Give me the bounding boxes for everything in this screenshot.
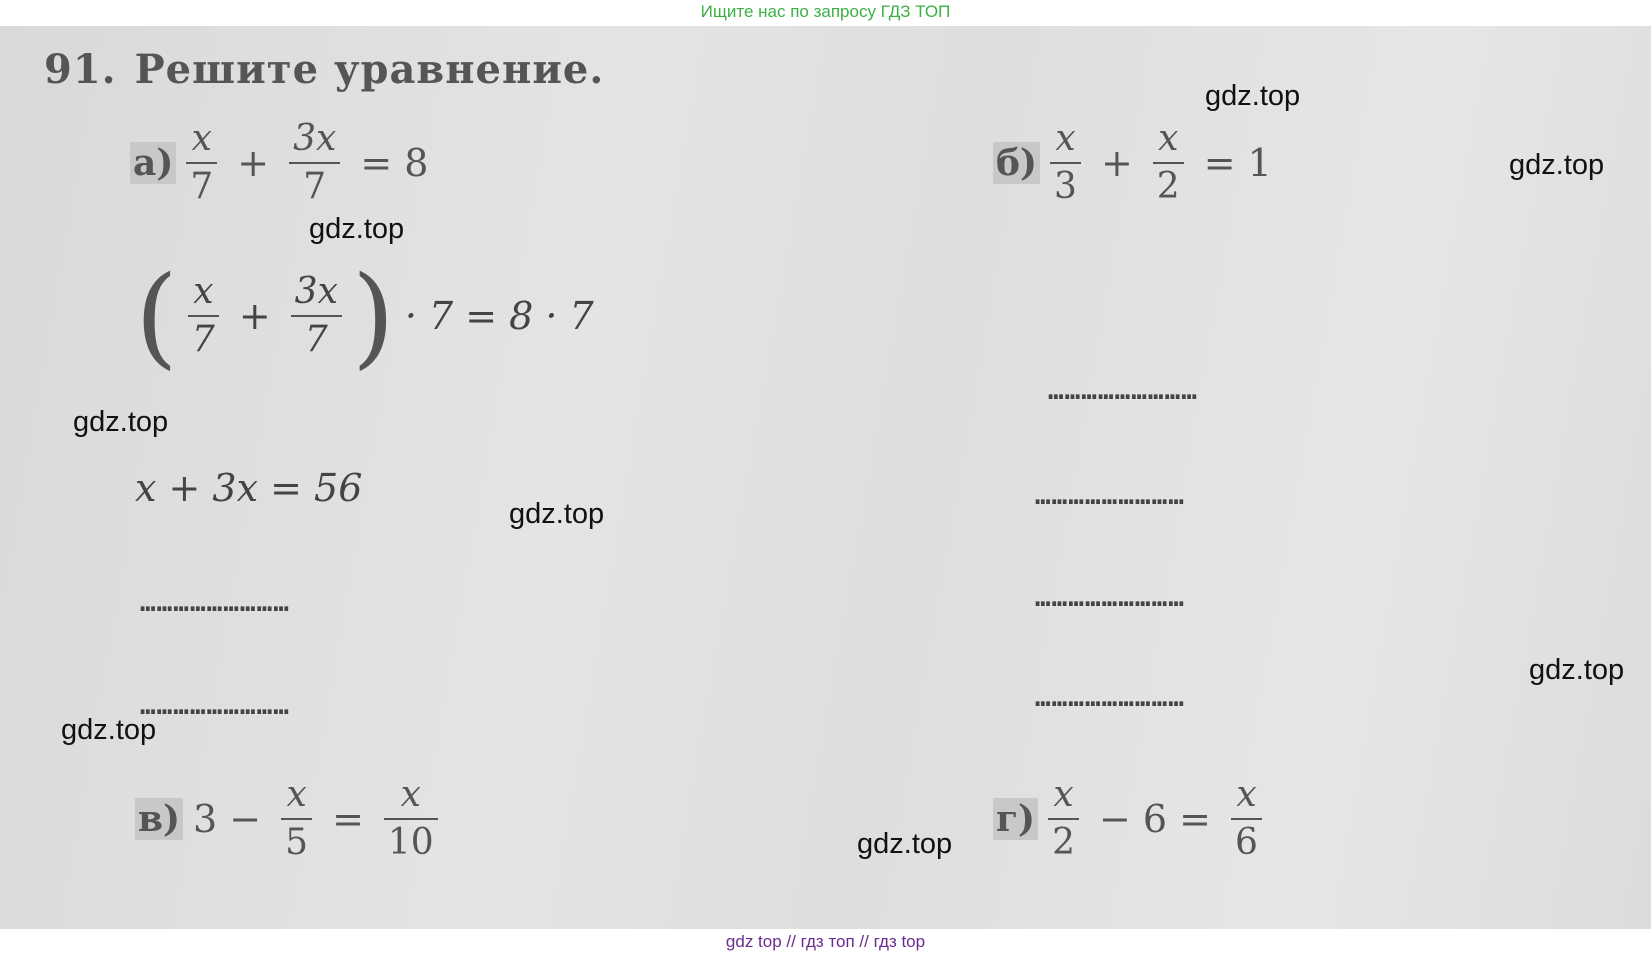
fraction: $\frac{x}{7}$ [186, 118, 217, 208]
watermark: gdz.top [61, 714, 157, 746]
fraction: $\frac{3x}{7}$ [291, 271, 342, 361]
watermark: gdz.top [1529, 654, 1625, 686]
textbook-page [0, 26, 1651, 929]
fraction: $\frac{x}{6}$ [1231, 774, 1262, 864]
task-number: 91. [44, 46, 117, 93]
answer-line: ……………………… [1035, 481, 1185, 511]
solution-step-2: x + 3x = 56 [135, 466, 363, 510]
watermark: gdz.top [509, 498, 605, 530]
bottom-banner[interactable]: gdz top // гдз топ // гдз top [725, 932, 926, 951]
fraction: $\frac{x}{2}$ [1048, 774, 1079, 864]
watermark: gdz.top [73, 406, 169, 438]
answer-line: ……………………… [1048, 376, 1198, 406]
equation-c [135, 774, 448, 864]
top-banner[interactable]: Ищите нас по запросу ГДЗ ТОП [700, 2, 951, 21]
right-side: = 1 [1203, 141, 1272, 185]
watermark: gdz.top [857, 828, 953, 860]
solution-step-1 [135, 252, 594, 380]
left-side: 3 − [193, 797, 262, 841]
right-side: = 8 [360, 141, 429, 185]
operator: + [237, 141, 270, 185]
fraction: $\frac{x}{10}$ [384, 774, 438, 864]
label-d: г) [993, 798, 1038, 840]
label-a: а) [130, 142, 176, 184]
task-text: Решите уравнение. [134, 46, 605, 93]
step-1-tail: · 7 = 8 · 7 [404, 294, 594, 338]
watermark: gdz.top [1509, 149, 1605, 181]
fraction: $\frac{3x}{7}$ [289, 118, 340, 208]
watermark: gdz.top [1205, 80, 1301, 112]
fraction: $\frac{x}{3}$ [1050, 118, 1081, 208]
operator: − 6 = [1099, 797, 1212, 841]
answer-line: ……………………… [140, 588, 290, 618]
fraction: $\frac{x}{2}$ [1153, 118, 1184, 208]
equation-a [130, 118, 438, 208]
answer-line: ……………………… [1035, 683, 1185, 713]
answer-line: ……………………… [140, 691, 290, 721]
equation-d [993, 774, 1272, 864]
operator: + [1100, 141, 1133, 185]
task-title [44, 46, 604, 93]
operator: + [238, 294, 271, 338]
answer-line: ……………………… [1035, 583, 1185, 613]
right-paren: ) [351, 252, 395, 380]
fraction: $\frac{x}{7}$ [188, 271, 219, 361]
left-paren: ( [135, 252, 178, 380]
fraction: $\frac{x}{5}$ [281, 774, 312, 864]
equation-b [993, 118, 1282, 208]
label-c: в) [135, 798, 183, 840]
label-b: б) [993, 142, 1040, 184]
watermark: gdz.top [309, 213, 405, 245]
operator: = [332, 797, 364, 841]
